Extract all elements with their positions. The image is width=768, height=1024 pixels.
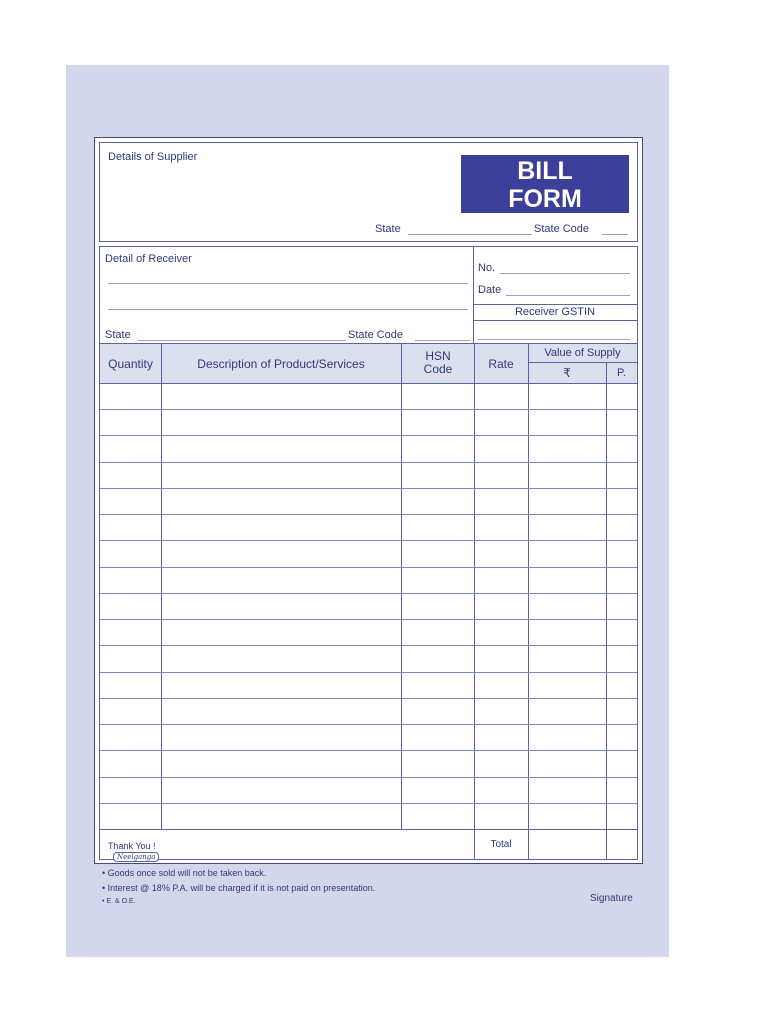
table-cell-hsn[interactable]: [402, 541, 473, 565]
table-cell-quantity[interactable]: [101, 410, 160, 434]
table-cell-hsn[interactable]: [402, 410, 473, 434]
table-cell-description[interactable]: [162, 804, 400, 828]
invoice-date-field[interactable]: [506, 295, 630, 296]
supplier-section: [99, 142, 638, 242]
supplier-label: Details of Supplier: [108, 151, 198, 163]
table-cell-paise[interactable]: [607, 673, 636, 697]
header-paise: P.: [617, 367, 626, 379]
table-cell-description[interactable]: [162, 410, 400, 434]
title-line-2: FORM: [508, 185, 582, 213]
table-cell-quantity[interactable]: [101, 673, 160, 697]
table-cell-rupee[interactable]: [529, 463, 605, 487]
table-cell-rate[interactable]: [475, 646, 527, 670]
table-cell-hsn[interactable]: [402, 620, 473, 644]
signature-label: Signature: [590, 893, 633, 904]
value-split-vline: [606, 362, 607, 383]
gstin-top-line: [473, 304, 637, 305]
table-cell-paise[interactable]: [607, 778, 636, 802]
receiver-gstin-field[interactable]: [478, 339, 630, 340]
table-cell-description[interactable]: [162, 384, 400, 408]
table-cell-paise[interactable]: [607, 463, 636, 487]
table-cell-rupee[interactable]: [529, 620, 605, 644]
table-cell-rupee[interactable]: [529, 410, 605, 434]
table-cell-paise[interactable]: [607, 568, 636, 592]
table-cell-paise[interactable]: [607, 699, 636, 723]
receiver-items-section: [99, 246, 638, 860]
table-cell-hsn[interactable]: [402, 751, 473, 775]
table-cell-paise[interactable]: [607, 620, 636, 644]
table-cell-paise[interactable]: [607, 725, 636, 749]
receiver-state-label: State: [105, 329, 131, 341]
table-cell-description[interactable]: [162, 568, 400, 592]
table-cell-paise[interactable]: [607, 541, 636, 565]
receiver-line-2[interactable]: [108, 309, 468, 310]
table-cell-description[interactable]: [162, 673, 400, 697]
header-rate: Rate: [488, 357, 514, 371]
table-cell-description[interactable]: [162, 489, 400, 513]
table-cell-quantity[interactable]: [101, 725, 160, 749]
table-cell-quantity[interactable]: [101, 489, 160, 513]
receiver-state-code-field[interactable]: [415, 340, 470, 341]
invoice-no-field[interactable]: [500, 273, 630, 274]
table-cell-rate[interactable]: [475, 410, 527, 434]
table-cell-quantity[interactable]: [101, 646, 160, 670]
table-cell-hsn[interactable]: [402, 436, 473, 460]
table-cell-quantity[interactable]: [101, 463, 160, 487]
supplier-state-field[interactable]: [408, 234, 532, 235]
table-cell-hsn[interactable]: [402, 594, 473, 618]
table-cell-rate[interactable]: [475, 463, 527, 487]
supplier-state-code-field[interactable]: [602, 234, 628, 235]
table-cell-rupee[interactable]: [529, 751, 605, 775]
value-split-line: [528, 362, 637, 363]
receiver-divider: [473, 247, 474, 343]
table-cell-quantity[interactable]: [101, 751, 160, 775]
table-cell-rate[interactable]: [475, 568, 527, 592]
table-cell-quantity[interactable]: [101, 436, 160, 460]
table-cell-hsn[interactable]: [402, 515, 473, 539]
supplier-state-code-label: State Code: [534, 223, 590, 235]
table-cell-hsn[interactable]: [402, 646, 473, 670]
note-eoe: • E. & O.E.: [102, 898, 136, 905]
table-cell-rupee[interactable]: [529, 541, 605, 565]
table-cell-description[interactable]: [162, 620, 400, 644]
header-description: Description of Product/Services: [197, 357, 365, 371]
table-cell-paise[interactable]: [607, 751, 636, 775]
table-cell-hsn[interactable]: [402, 673, 473, 697]
table-cell-rate[interactable]: [475, 804, 527, 828]
table-cell-hsn[interactable]: [402, 778, 473, 802]
table-cell-quantity[interactable]: [101, 699, 160, 723]
invoice-date-label: Date: [478, 284, 502, 296]
table-cell-rate[interactable]: [475, 751, 527, 775]
table-cell-paise[interactable]: [607, 515, 636, 539]
table-cell-rate[interactable]: [475, 725, 527, 749]
header-quantity: Quantity: [108, 357, 153, 371]
table-cell-description[interactable]: [162, 725, 400, 749]
table-cell-rate[interactable]: [475, 489, 527, 513]
table-cell-rupee[interactable]: [529, 594, 605, 618]
table-cell-rate[interactable]: [475, 541, 527, 565]
receiver-line-1[interactable]: [108, 283, 468, 284]
table-cell-rate[interactable]: [475, 699, 527, 723]
footnotes: [102, 868, 375, 910]
table-cell-paise[interactable]: [607, 436, 636, 460]
table-cell-rupee[interactable]: [529, 489, 605, 513]
supplier-state-label: State: [375, 223, 401, 235]
table-cell-rupee[interactable]: [529, 384, 605, 408]
table-cell-description[interactable]: [162, 515, 400, 539]
total-label: Total: [490, 839, 512, 850]
table-cell-description[interactable]: [162, 463, 400, 487]
table-cell-description[interactable]: [162, 436, 400, 460]
table-cell-quantity[interactable]: [101, 568, 160, 592]
table-cell-paise[interactable]: [607, 594, 636, 618]
thank-you-text: Thank You !: [108, 841, 156, 851]
table-cell-hsn[interactable]: [402, 463, 473, 487]
header-hsn: HSN Code: [423, 349, 453, 376]
note-goods-not-returned: • Goods once sold will not be taken back.: [102, 868, 267, 878]
header-value-of-supply: Value of Supply: [544, 347, 621, 359]
table-cell-rate[interactable]: [475, 436, 527, 460]
total-rupee-field[interactable]: [529, 830, 605, 858]
table-cell-rupee[interactable]: [529, 778, 605, 802]
table-cell-rupee[interactable]: [529, 699, 605, 723]
table-cell-rate[interactable]: [475, 778, 527, 802]
table-cell-description[interactable]: [162, 541, 400, 565]
table-cell-rate[interactable]: [475, 673, 527, 697]
table-cell-quantity[interactable]: [101, 594, 160, 618]
table-cell-rate[interactable]: [475, 384, 527, 408]
invoice-no-label: No.: [478, 262, 496, 274]
title-line-1: BILL: [517, 157, 573, 185]
receiver-gstin-label: Receiver GSTIN: [514, 306, 596, 318]
table-cell-rupee[interactable]: [529, 568, 605, 592]
receiver-label: Detail of Receiver: [105, 253, 192, 265]
table-cell-paise[interactable]: [607, 384, 636, 408]
table-cell-hsn[interactable]: [402, 384, 473, 408]
bill-form: [94, 137, 643, 864]
table-cell-quantity[interactable]: [101, 384, 160, 408]
table-cell-quantity[interactable]: [101, 804, 160, 828]
table-cell-rupee[interactable]: [529, 725, 605, 749]
header-rupee: ₹: [563, 366, 571, 380]
table-cell-paise[interactable]: [607, 646, 636, 670]
table-cell-rupee[interactable]: [529, 515, 605, 539]
table-cell-quantity[interactable]: [101, 541, 160, 565]
receiver-state-field[interactable]: [138, 340, 346, 341]
bill-form-title: [461, 155, 629, 213]
table-cell-description[interactable]: [162, 646, 400, 670]
table-cell-quantity[interactable]: [101, 778, 160, 802]
table-cell-rate[interactable]: [475, 515, 527, 539]
table-cell-hsn[interactable]: [402, 725, 473, 749]
table-cell-rupee[interactable]: [529, 804, 605, 828]
table-cell-quantity[interactable]: [101, 620, 160, 644]
table-cell-hsn[interactable]: [402, 489, 473, 513]
table-cell-hsn[interactable]: [402, 804, 473, 828]
receiver-state-code-label: State Code: [348, 329, 404, 341]
table-cell-quantity[interactable]: [101, 515, 160, 539]
table-cell-rate[interactable]: [475, 594, 527, 618]
table-cell-description[interactable]: [162, 751, 400, 775]
table-cell-rupee[interactable]: [529, 436, 605, 460]
total-paise-field[interactable]: [607, 830, 637, 858]
table-cell-paise[interactable]: [607, 410, 636, 434]
table-cell-description[interactable]: [162, 778, 400, 802]
table-cell-rupee[interactable]: [529, 646, 605, 670]
gstin-bottom-line: [473, 320, 637, 321]
table-cell-paise[interactable]: [607, 489, 636, 513]
table-cell-description[interactable]: [162, 594, 400, 618]
table-cell-hsn[interactable]: [402, 699, 473, 723]
note-interest: • Interest @ 18% P.A. will be charged if it is not paid on presentation.: [102, 883, 376, 893]
table-cell-rupee[interactable]: [529, 673, 605, 697]
table-cell-hsn[interactable]: [402, 568, 473, 592]
table-cell-description[interactable]: [162, 699, 400, 723]
table-cell-rate[interactable]: [475, 620, 527, 644]
brand-logo: Neelganga: [113, 852, 159, 862]
table-cell-paise[interactable]: [607, 804, 636, 828]
